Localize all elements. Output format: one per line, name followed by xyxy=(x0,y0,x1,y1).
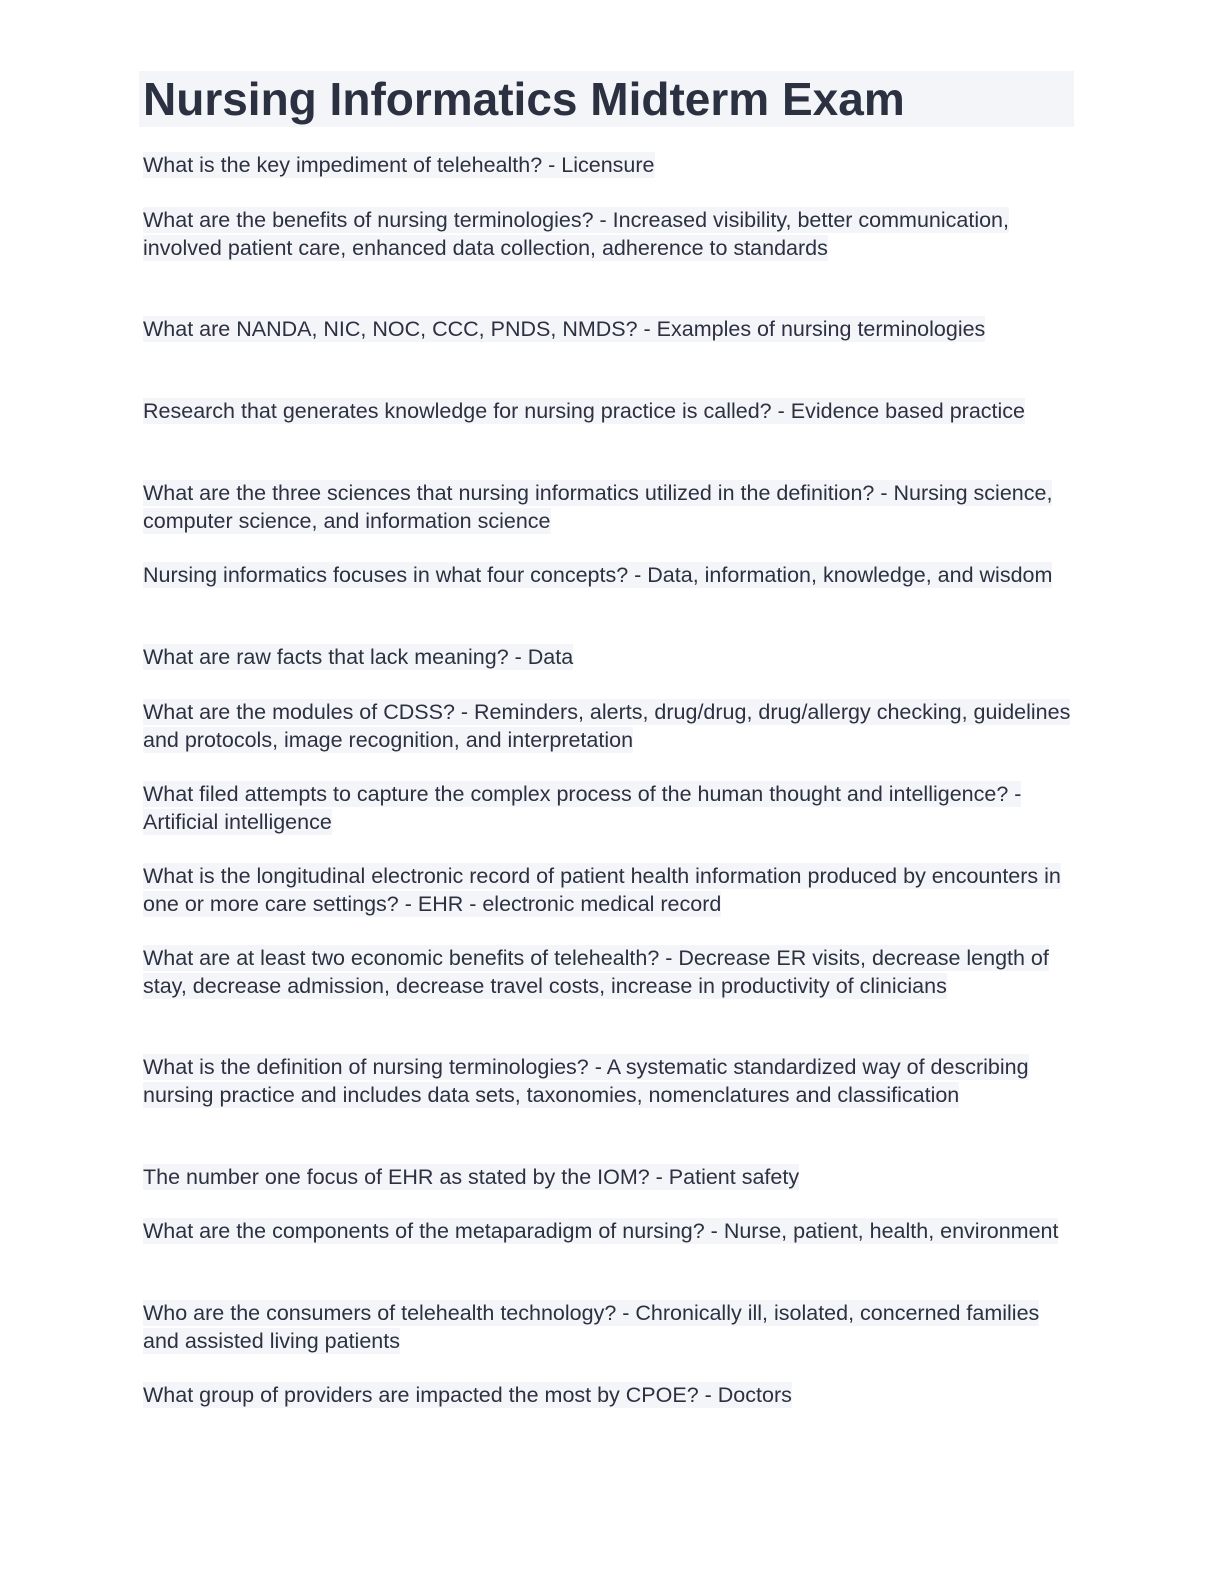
qa-item-4 xyxy=(143,398,1073,426)
qa-item-2 xyxy=(143,207,1073,262)
qa-item-9 xyxy=(143,781,1073,836)
qa-text: What is the definition of nursing terminologies? - A systematic standardized way of describing nursing practice and includes data sets, taxonomies, nomenclatures and classification xyxy=(143,1055,1029,1107)
qa-item-14 xyxy=(143,1218,1073,1246)
qa-text: What are at least two economic benefits of telehealth? - Decrease ER visits, decrease length of stay, decrease admission, decrease travel costs, increase in productivity of clinicians xyxy=(143,946,1049,998)
qa-text: What are NANDA, NIC, NOC, CCC, PNDS, NMDS? - Examples of nursing terminologies xyxy=(143,317,986,341)
qa-item-13 xyxy=(143,1164,1073,1192)
qa-item-3 xyxy=(143,316,1073,344)
qa-text: Research that generates knowledge for nursing practice is called? - Evidence based practice xyxy=(143,399,1025,423)
qa-item-5 xyxy=(143,480,1073,535)
qa-text: What is the key impediment of telehealth? - Licensure xyxy=(143,153,655,177)
qa-item-6 xyxy=(143,562,1073,590)
qa-text: Who are the consumers of telehealth technology? - Chronically ill, isolated, concerned families and assisted living patients xyxy=(143,1301,1040,1353)
qa-item-10 xyxy=(143,863,1073,918)
qa-text: What are the three sciences that nursing informatics utilized in the definition? - Nursing science, computer science, and information science xyxy=(143,481,1053,533)
qa-item-1 xyxy=(143,152,1073,180)
qa-item-8 xyxy=(143,699,1073,754)
qa-item-16 xyxy=(143,1382,1073,1410)
qa-text: What are the modules of CDSS? - Reminders, alerts, drug/drug, drug/allergy checking, guidelines and protocols, image recognition, and interpretation xyxy=(143,700,1071,752)
qa-item-7 xyxy=(143,644,1073,672)
qa-item-12 xyxy=(143,1054,1073,1109)
qa-text: What are the benefits of nursing terminologies? - Increased visibility, better communication, involved patient care, enhanced data collection, adherence to standards xyxy=(143,208,1009,260)
qa-text: The number one focus of EHR as stated by the IOM? - Patient safety xyxy=(143,1165,800,1189)
page-title: Nursing Informatics Midterm Exam xyxy=(143,73,905,125)
qa-text: What group of providers are impacted the most by CPOE? - Doctors xyxy=(143,1383,792,1407)
qa-text: What filed attempts to capture the complex process of the human thought and intelligence? - Artificial intelligence xyxy=(143,782,1022,834)
qa-item-11 xyxy=(143,945,1073,1000)
qa-item-15 xyxy=(143,1300,1073,1355)
qa-text: What are the components of the metaparadigm of nursing? - Nurse, patient, health, environment xyxy=(143,1219,1059,1243)
qa-text: Nursing informatics focuses in what four concepts? - Data, information, knowledge, and wisdom xyxy=(143,563,1053,587)
qa-text: What is the longitudinal electronic record of patient health information produced by encounters in one or more care settings? - EHR - electronic medical record xyxy=(143,864,1061,916)
qa-text: What are raw facts that lack meaning? - Data xyxy=(143,645,574,669)
